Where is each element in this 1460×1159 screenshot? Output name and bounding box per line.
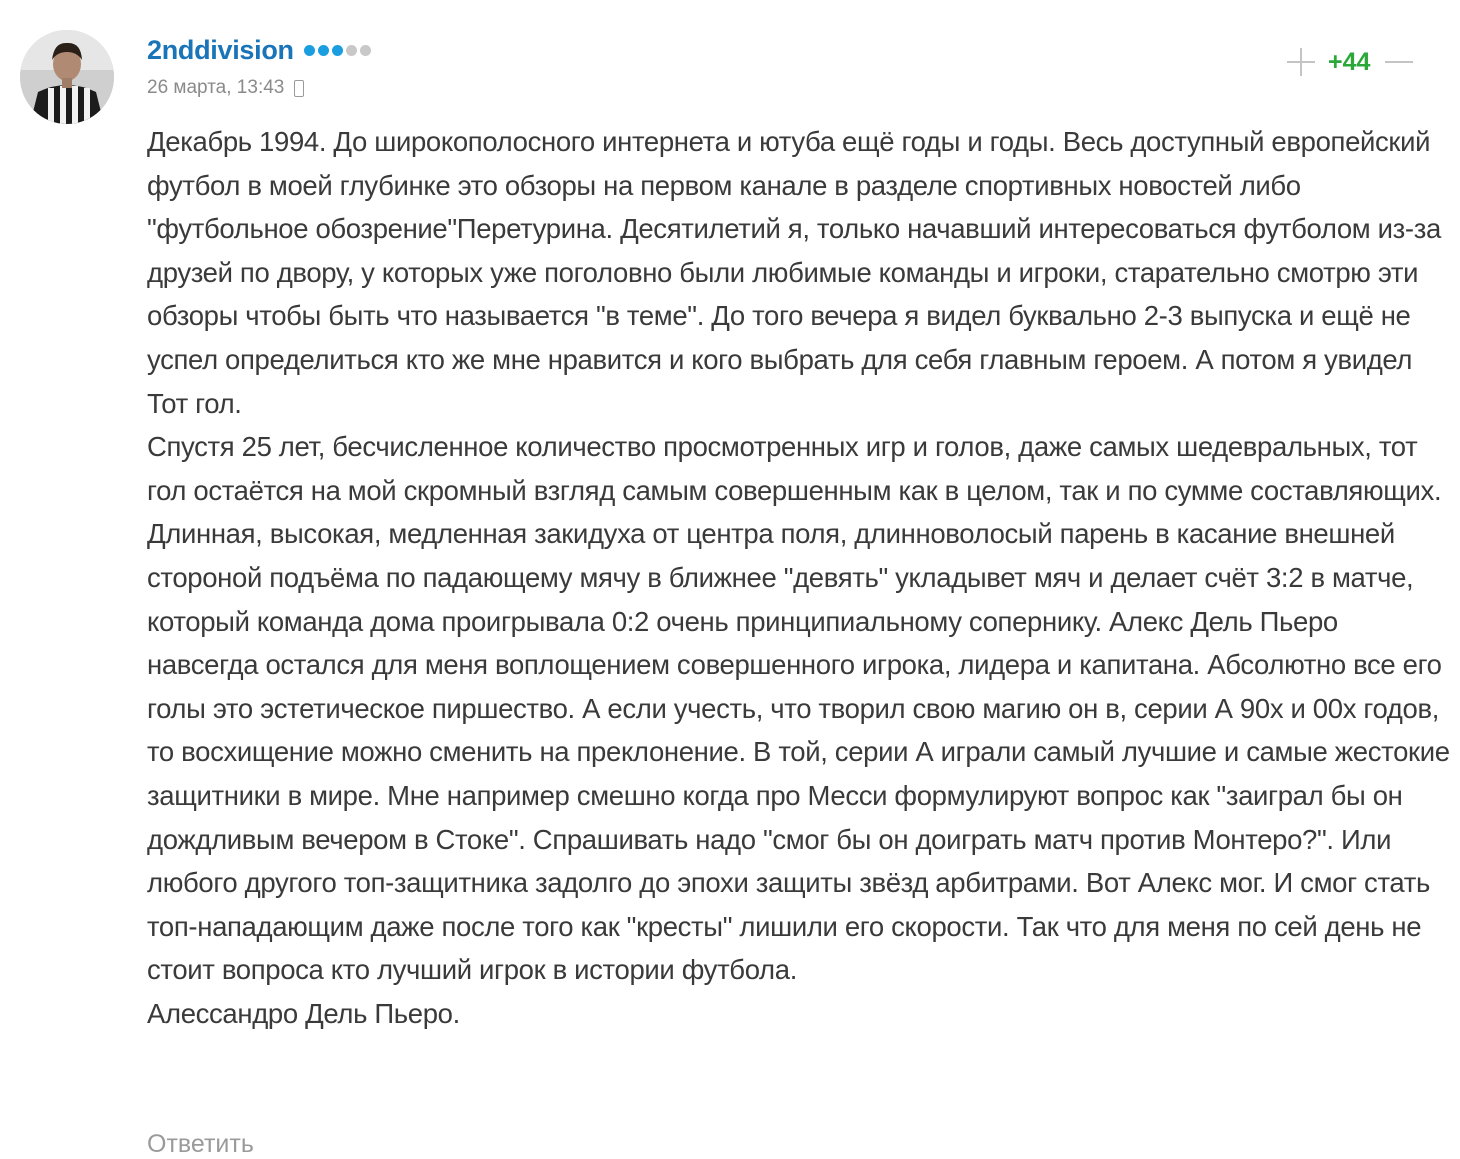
plus-icon-vertical (1300, 48, 1302, 76)
rank-dot (360, 45, 371, 56)
reply-button[interactable]: Ответить (147, 1130, 254, 1158)
comment-paragraph: Спустя 25 лет, бесчисленное количество просмотренных игр и голов, даже самых шедевральных, тот гол остаётся на мой скромный взгляд самым совершенным как в целом, так и по сумме составляющих. (147, 431, 1442, 506)
rank-dot (304, 45, 315, 56)
comment-meta (147, 76, 371, 100)
rank-dot (332, 45, 343, 56)
user-rank-indicator (304, 45, 371, 56)
mobile-phone-icon (294, 80, 304, 97)
comment-paragraph: Длинная, высокая, медленная закидуха от центра поля, длинноволосый парень в касание внешней стороной подъёма по падающему мячу в ближнее "девять" укладывет мяч и делает счёт 3:2 в матче, который команда дома проигрывала 0:2 очень принципиальному сопернику. Алекс Дель Пьеро навсегда остался для меня воплощением совершенного игрока, лидера и капитана. Абсолютно все его голы это эстетическое пиршество. А если учесть, что творил свою магию он в, серии А 90х и 00х годов, то восхищение можно сменить на преклонение. В той, серии А играли самый лучшие и самые жестокие защитники в мире. Мне например смешно когда про Месси формулируют вопрос как "заиграл бы он дождливым вечером в Стоке". Спрашивать надо "смог бы он доиграть матч против Монтеро?". Или любого другого топ-защитника задолго до эпохи защиты звёзд арбитрами. Вот Алекс мог. И смог стать топ-нападающим даже после того как "кресты" лишили его скорости. Так что для меня по сей день не стоит вопроса кто лучший игрок в истории футбола. (147, 518, 1450, 986)
comment-paragraph: Декабрь 1994. До широкополосного интернета и ютуба ещё годы и годы. Весь доступный европейский футбол в моей глубинке это обзоры на первом канале в разделе спортивных новостей либо "футбольное обозрение"Перетурина. Десятилетий я, только начавший интересоваться футболом из-за друзей по двору, у которых уже поголовно были любимые команды и игроки, старательно смотрю эти обзоры чтобы быть что называется "в теме". До того вечера я видел буквально 2-3 выпуска и ещё не успел определиться кто же мне нравится и кого выбрать для себя главным героем. А потом я увидел Тот гол. (147, 126, 1441, 419)
rank-dot (346, 45, 357, 56)
comment-date: 26 марта, 13:43 (147, 77, 285, 98)
username-row (147, 34, 371, 66)
avatar-image (20, 30, 114, 124)
vote-score: +44 (1328, 47, 1371, 76)
comment-paragraph: Алессандро Дель Пьеро. (147, 997, 460, 1029)
vote-controls (1286, 44, 1414, 80)
comment-body (147, 120, 1452, 1035)
minus-icon (1385, 61, 1413, 63)
upvote-button[interactable] (1286, 47, 1316, 77)
username-link[interactable]: 2nddivision (147, 34, 294, 65)
comment-header (147, 34, 371, 100)
avatar[interactable] (20, 30, 114, 124)
downvote-button[interactable] (1384, 47, 1414, 77)
rank-dot (318, 45, 329, 56)
